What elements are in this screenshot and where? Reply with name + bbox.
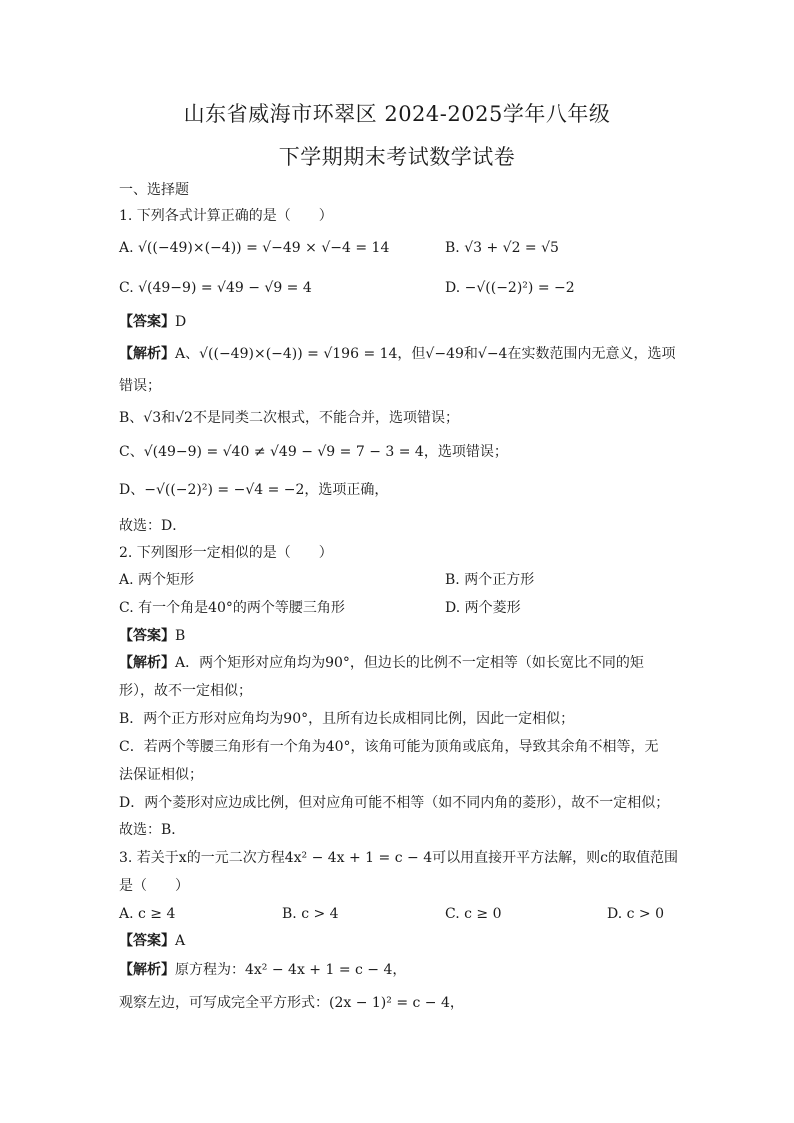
q1-option-c: C. √(49−9) = √49 − √9 = 4 <box>119 280 312 296</box>
answer-label: 【答案】 <box>119 314 175 330</box>
analysis-text: A、√((−49)×(−4)) = √196 = 14，但√−49和√−4在实数范围内无意义，选项 <box>175 346 676 362</box>
section-heading: 一、选择题 <box>119 182 189 198</box>
q3-stem: 3. 若关于x的一元二次方程4x² − 4x + 1 = c − 4可以用直接开平方法解，则c的取值范围 <box>119 850 678 866</box>
q1-option-d: D. −√((−2)²) = −2 <box>445 280 575 296</box>
analysis-label: 【解析】 <box>119 346 175 362</box>
q1-stem: 1. 下列各式计算正确的是（ ） <box>119 208 333 224</box>
analysis-label: 【解析】 <box>119 655 175 671</box>
q1-option-b: B. √3 + √2 = √5 <box>445 240 559 256</box>
analysis-text: 原方程为：4x² − 4x + 1 = c − 4， <box>175 962 407 978</box>
answer-label: 【答案】 <box>119 933 175 949</box>
answer-value: D <box>175 314 187 330</box>
q1-option-a: A. √((−49)×(−4)) = √−49 × √−4 = 14 <box>119 240 390 256</box>
answer-value: B <box>175 628 186 644</box>
q1-analysis-3: C、√(49−9) = √40 ≠ √49 − √9 = 7 − 3 = 4，选项错误； <box>119 444 508 460</box>
q2-stem: 2. 下列图形一定相似的是（ ） <box>119 545 333 561</box>
q3-option-b: B. c > 4 <box>282 906 339 922</box>
q1-analysis-1 <box>119 344 675 364</box>
q1-answer <box>119 312 186 332</box>
q2-option-b: B. 两个正方形 <box>445 572 535 588</box>
q3-answer <box>119 931 185 951</box>
q1-analysis-4: D、−√((−2)²) = −√4 = −2，选项正确， <box>119 482 389 498</box>
q1-analysis-2: B、√3和√2不是同类二次根式，不能合并，选项错误； <box>119 410 459 426</box>
q2-option-c: C. 有一个角是40°的两个等腰三角形 <box>119 600 345 616</box>
q1-conclusion: 故选：D． <box>119 518 187 534</box>
q3-analysis-2: 观察左边，可写成完全平方形式：(2x − 1)² = c − 4， <box>119 995 464 1011</box>
q2-analysis-4: D．两个菱形对应边成比例，但对应角可能不相等（如不同内角的菱形），故不一定相似； <box>119 795 670 811</box>
q2-option-d: D. 两个菱形 <box>445 600 521 616</box>
q2-answer <box>119 626 185 646</box>
answer-label: 【答案】 <box>119 628 175 644</box>
q3-option-d: D. c > 0 <box>607 906 665 922</box>
q2-analysis-2: B．两个正方形对应角均为90°，且所有边长成相同比例，因此一定相似； <box>119 711 575 727</box>
q2-analysis-3: C．若两个等腰三角形有一个角为40°，该角可能为顶角或底角，导致其余角不相等，无 <box>119 739 659 755</box>
q1-analysis-1b: 错误； <box>119 378 161 394</box>
analysis-label: 【解析】 <box>119 962 175 978</box>
q2-conclusion: 故选：B． <box>119 822 186 838</box>
document-title-line1: 山东省威海市环翠区 2024-2025学年八年级 <box>183 102 611 126</box>
q2-analysis-1b: 形），故不一定相似； <box>119 683 252 699</box>
analysis-text: A．两个矩形对应角均为90°，但边长的比例不一定相等（如长宽比不同的矩 <box>175 655 644 671</box>
q3-option-c: C. c ≥ 0 <box>445 906 502 922</box>
q2-analysis-1 <box>119 653 644 673</box>
q2-analysis-3b: 法保证相似； <box>119 767 203 783</box>
q3-stem-cont: 是（ ） <box>119 878 189 894</box>
document-title-line2: 下学期期末考试数学试卷 <box>278 145 516 169</box>
q3-option-a: A. c ≥ 4 <box>119 906 176 922</box>
q3-analysis-1 <box>119 960 406 980</box>
q2-option-a: A. 两个矩形 <box>119 572 195 588</box>
answer-value: A <box>175 933 186 949</box>
